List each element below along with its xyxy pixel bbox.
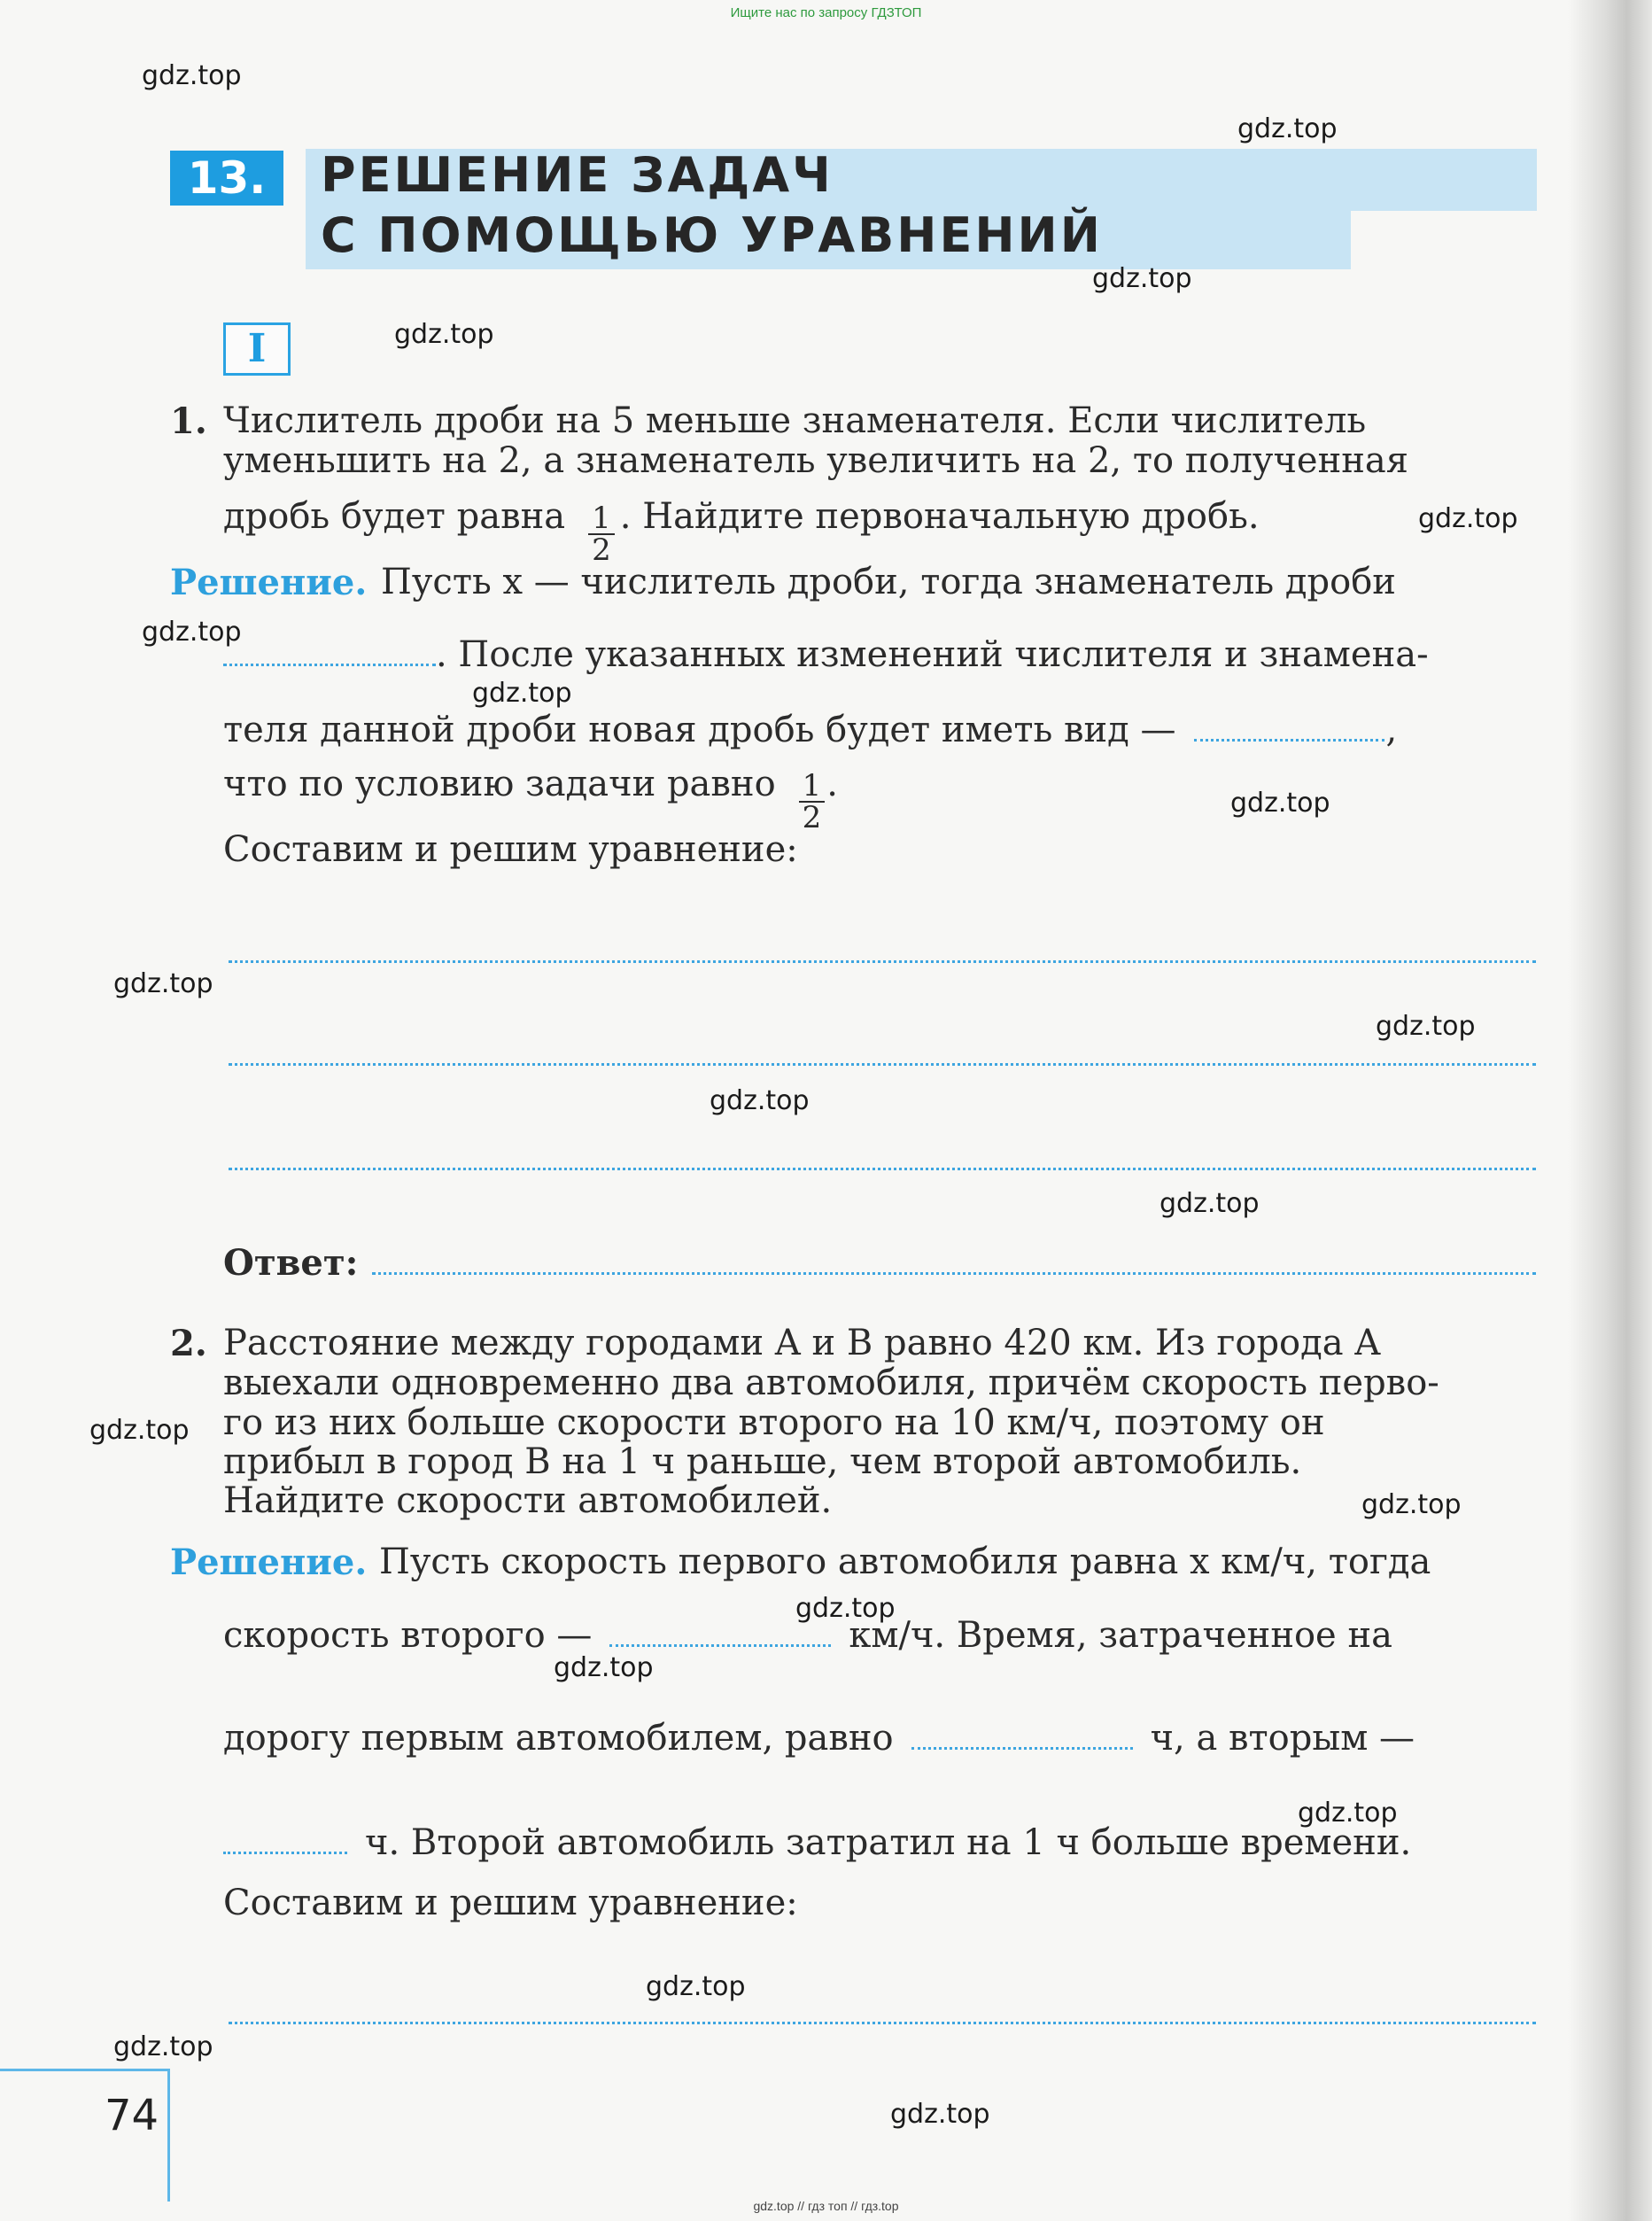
section-title-line1: РЕШЕНИЕ ЗАДАЧ [321, 147, 834, 203]
solution-1-line4 [223, 764, 1543, 833]
section-number: 13. [170, 151, 283, 206]
level-badge: I [223, 322, 291, 376]
text: ч, а вторым — [1150, 1718, 1415, 1759]
watermark: gdz.top [1092, 263, 1192, 294]
solution-label-1: Решение. [170, 562, 368, 603]
problem-1-text-line2 [223, 440, 1543, 481]
fill-blank[interactable] [609, 1639, 831, 1647]
text: Составим и решим уравнение: [223, 1883, 798, 1923]
watermark: gdz.top [472, 678, 572, 709]
problem-1-text-line3 [223, 496, 1543, 568]
answer-line[interactable] [229, 2022, 1536, 2024]
watermark: gdz.top [142, 60, 242, 91]
text: теля данной дроби новая дробь будет иметь вид — [223, 710, 1176, 750]
text: км/ч. Время, затраченное на [849, 1615, 1392, 1656]
fraction-numerator: 1 [799, 771, 826, 803]
watermark: gdz.top [1160, 1188, 1260, 1219]
text: скорость второго — [223, 1615, 593, 1656]
solution-2-line5 [223, 1883, 1543, 1923]
fraction-denominator: 2 [592, 532, 611, 568]
text: Составим и решим уравнение: [223, 829, 798, 870]
watermark: gdz.top [113, 968, 213, 999]
watermark: gdz.top [89, 1415, 190, 1446]
text: . После указанных изменений числителя и знамена- [436, 634, 1429, 675]
watermark: gdz.top [795, 1593, 896, 1624]
text: дробь будет равна [223, 496, 566, 537]
text: Пусть скорость первого автомобиля равна x км/ч, тогда [379, 1541, 1431, 1582]
watermark: gdz.top [554, 1652, 654, 1683]
problem-2-text-line4 [223, 1441, 1543, 1482]
watermark: gdz.top [113, 2031, 213, 2062]
answer-line[interactable] [229, 1168, 1536, 1170]
bottom-note: gdz.top // гдз топ // гдз.top [753, 2199, 899, 2213]
solution-1-line3 [223, 710, 1543, 750]
fill-blank[interactable] [223, 658, 436, 666]
text: Расстояние между городами A и B равно 420 км. Из города A [223, 1323, 1381, 1363]
watermark: gdz.top [1361, 1489, 1462, 1520]
text: го из них больше скорости второго на 10 км/ч, поэтому он [223, 1402, 1325, 1443]
watermark: gdz.top [890, 2099, 990, 2130]
top-note: Ищите нас по запросу ГДЗТОП [730, 5, 922, 20]
problem-1-number: 1. [170, 400, 207, 442]
problem-2-text-line1 [223, 1323, 1543, 1363]
text: уменьшить на 2, а знаменатель увеличить на 2, то полученная [223, 440, 1408, 481]
watermark: gdz.top [394, 319, 494, 350]
page-number: 74 [105, 2091, 159, 2140]
problem-2-text-line3 [223, 1402, 1543, 1443]
solution-1-line5 [223, 829, 1543, 870]
watermark: gdz.top [1376, 1011, 1476, 1042]
answer-line[interactable] [372, 1272, 1536, 1275]
text: . Найдите первоначальную дробь. [619, 496, 1260, 537]
text: . [826, 764, 839, 804]
text: прибыл в город B на 1 ч раньше, чем второй автомобиль. [223, 1441, 1302, 1482]
fraction [588, 501, 615, 568]
problem-1-text-line1 [223, 400, 1543, 441]
fraction-denominator: 2 [802, 800, 822, 835]
solution-2-line3 [223, 1718, 1543, 1759]
watermark: gdz.top [646, 1971, 746, 2002]
text: , [1385, 710, 1398, 750]
watermark: gdz.top [1237, 113, 1338, 144]
text: дорогу первым автомобилем, равно [223, 1718, 894, 1759]
text: Числитель дроби на 5 меньше знаменателя. Если числитель [223, 400, 1367, 441]
fraction-numerator: 1 [588, 503, 615, 535]
watermark: gdz.top [142, 617, 242, 648]
solution-1-line1 [381, 562, 1543, 602]
text: Пусть x — числитель дроби, тогда знаменатель дроби [381, 562, 1396, 602]
text: ч. Второй автомобиль затратил на 1 ч больше времени. [365, 1822, 1412, 1863]
problem-2-text-line5 [223, 1480, 1543, 1521]
fill-blank[interactable] [911, 1742, 1133, 1750]
answer-label-1: Ответ: [223, 1242, 359, 1284]
book-spine-shadow [1568, 0, 1652, 2221]
watermark: gdz.top [1418, 503, 1518, 534]
solution-2-line1 [379, 1541, 1543, 1582]
section-title-line2: С ПОМОЩЬЮ УРАВНЕНИЙ [321, 207, 1103, 263]
text: выехали одновременно два автомобиля, причём скорость перво- [223, 1363, 1439, 1403]
fill-blank[interactable] [1194, 734, 1384, 742]
watermark: gdz.top [1298, 1798, 1398, 1829]
solution-label-2: Решение. [170, 1541, 368, 1583]
problem-2-text-line2 [223, 1363, 1543, 1403]
fill-blank[interactable] [223, 1846, 347, 1854]
text: Найдите скорости автомобилей. [223, 1480, 833, 1521]
text: что по условию задачи равно [223, 764, 776, 804]
watermark: gdz.top [1230, 788, 1330, 819]
solution-1-line2 [223, 634, 1543, 675]
answer-line[interactable] [229, 960, 1536, 963]
problem-2-number: 2. [170, 1323, 207, 1364]
answer-line[interactable] [229, 1063, 1536, 1066]
fraction [799, 768, 826, 835]
watermark: gdz.top [710, 1085, 810, 1116]
